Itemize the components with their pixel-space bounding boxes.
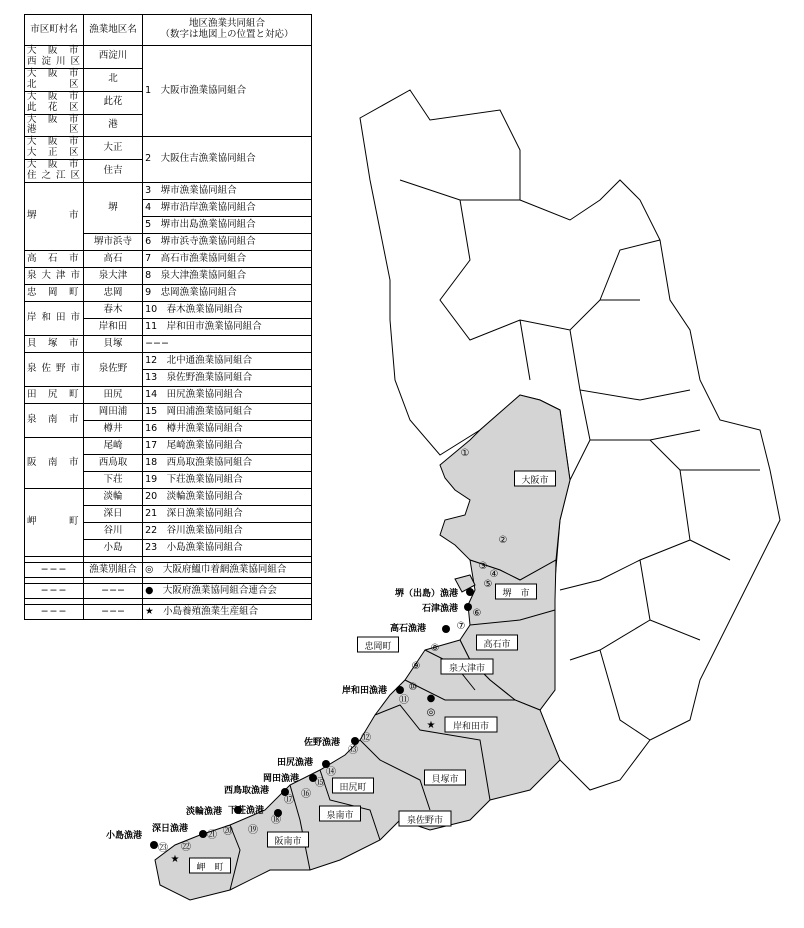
municipality-cell: 大 阪 市 此 花 区 (25, 91, 84, 114)
area-cell: 忠岡 (84, 285, 143, 302)
site-number: ⑧ (430, 643, 440, 654)
legend-assoc-cell: ★ 小島養殖漁業生産組合 (143, 605, 312, 620)
port-label: 石津漁港 (421, 604, 458, 614)
legend-area-cell: −−− (84, 584, 143, 599)
port-dot (466, 588, 474, 596)
city-label: 大阪市 (521, 476, 549, 486)
municipality-cell: 岸 和 田 市 (25, 302, 84, 336)
association-cell: 12 北中通漁業協同組合 (143, 353, 312, 370)
site-number: ⑨ (411, 661, 421, 672)
city-label: 高石市 (483, 640, 511, 650)
port-label: 下荘漁港 (227, 806, 264, 816)
port-label: 小島漁港 (105, 831, 142, 841)
star-symbol: ★ (426, 720, 436, 731)
association-cell: −−− (143, 336, 312, 353)
site-number: ⑦ (456, 621, 466, 632)
association-cell: 2 大阪住吉漁業協同組合 (143, 137, 312, 183)
city-label: 泉佐野市 (406, 816, 444, 826)
header-municipality: 市区町村名 (25, 15, 84, 46)
city-label: 貝塚市 (431, 775, 459, 785)
area-cell: 西淀川 (84, 46, 143, 69)
municipality-cell: 大 阪 市 大 正 区 (25, 137, 84, 160)
municipality-cell: 泉 南 市 (25, 404, 84, 438)
site-number: ㉑ (207, 830, 217, 841)
area-cell: 大正 (84, 137, 143, 160)
association-cell: 14 田尻漁業協同組合 (143, 387, 312, 404)
municipality-cell: 高 石 市 (25, 251, 84, 268)
port-label: 岡田漁港 (262, 774, 299, 784)
area-cell: 谷川 (84, 523, 143, 540)
port-label: 淡輪漁港 (185, 807, 222, 817)
legend-muni-cell: −−− (25, 584, 84, 599)
municipality-cell: 泉 大 津 市 (25, 268, 84, 285)
site-number: ⑯ (301, 789, 311, 800)
municipality-cell: 大 阪 市 西 淀 川 区 (25, 46, 84, 69)
site-number: ⑤ (483, 579, 493, 590)
site-number: ⑫ (361, 733, 371, 744)
site-number: ㉓ (158, 843, 168, 854)
area-cell: 住吉 (84, 160, 143, 183)
site-number: ⑰ (284, 795, 294, 806)
city-label: 堺 市 (502, 589, 530, 599)
association-cell: 15 岡田浦漁業協同組合 (143, 404, 312, 421)
site-number: ⑱ (271, 815, 281, 826)
port-label: 高石漁港 (389, 624, 426, 634)
header-association: 地区漁業共同組合 （数字は地図上の位置と対応） (143, 15, 312, 46)
port-label: 岸和田漁港 (341, 686, 387, 696)
port-dot (396, 686, 404, 694)
association-cell: 10 春木漁業協同組合 (143, 302, 312, 319)
port-dot (442, 625, 450, 633)
municipality-cell: 田 尻 町 (25, 387, 84, 404)
port-label: 深日漁港 (151, 824, 188, 834)
site-number: ㉒ (181, 842, 191, 853)
municipality-cell: 岬 町 (25, 489, 84, 557)
city-label: 泉南市 (326, 811, 354, 821)
site-number: ① (460, 448, 470, 459)
double-circle-symbol: ◎ (426, 707, 436, 718)
association-cell: 3 堺市漁業協同組合 (143, 183, 312, 200)
area-cell: 西鳥取 (84, 455, 143, 472)
area-cell: 春木 (84, 302, 143, 319)
association-cell: 16 樽井漁業協同組合 (143, 421, 312, 438)
area-cell: 下荘 (84, 472, 143, 489)
association-cell: 5 堺市出島漁業協同組合 (143, 217, 312, 234)
municipality-cell: 泉 佐 野 市 (25, 353, 84, 387)
area-cell: 田尻 (84, 387, 143, 404)
city-label: 田尻町 (339, 783, 367, 793)
area-cell: 泉大津 (84, 268, 143, 285)
municipality-cell: 堺 市 (25, 183, 84, 251)
port-label: 佐野漁港 (303, 738, 340, 748)
port-dot (464, 603, 472, 611)
port-label: 堺（出島）漁港 (394, 589, 458, 599)
association-cell: 20 淡輪漁業協同組合 (143, 489, 312, 506)
legend-area-cell: −−− (84, 605, 143, 620)
port-label: 西鳥取漁港 (223, 786, 269, 796)
association-cell: 23 小島漁業協同組合 (143, 540, 312, 557)
association-cell: 9 忠岡漁業協同組合 (143, 285, 312, 302)
municipality-cell: 大 阪 市 住 之 江 区 (25, 160, 84, 183)
legend-muni-cell: −−− (25, 605, 84, 620)
area-cell: 此花 (84, 91, 143, 114)
area-cell: 堺市浜寺 (84, 234, 143, 251)
association-cell: 4 堺市沿岸漁業協同組合 (143, 200, 312, 217)
association-cell: 19 下荘漁業協同組合 (143, 472, 312, 489)
area-cell: 港 (84, 114, 143, 137)
site-number: ⑩ (408, 682, 418, 693)
site-number: ⑮ (315, 778, 325, 789)
area-cell: 樽井 (84, 421, 143, 438)
site-number: ⑬ (348, 745, 358, 756)
legend-assoc-cell: ● 大阪府漁業協同組合連合会 (143, 584, 312, 599)
site-number: ⑳ (223, 826, 233, 837)
association-cell: 11 岸和田市漁業協同組合 (143, 319, 312, 336)
municipality-cell: 阪 南 市 (25, 438, 84, 489)
city-label: 岸和田市 (452, 722, 490, 732)
site-number: ⑪ (399, 695, 409, 706)
port-dot (150, 841, 158, 849)
federation-dot: ● (426, 693, 436, 704)
city-label: 忠岡町 (364, 642, 392, 652)
port-label: 田尻漁港 (276, 758, 313, 768)
municipality-cell: 貝 塚 市 (25, 336, 84, 353)
municipality-cell: 忠 岡 町 (25, 285, 84, 302)
area-cell: 岸和田 (84, 319, 143, 336)
association-cell: 18 西鳥取漁業協同組合 (143, 455, 312, 472)
site-number: ⑲ (248, 825, 258, 836)
city-label: 泉大津市 (448, 664, 486, 674)
association-cell: 22 谷川漁業協同組合 (143, 523, 312, 540)
association-cell: 7 高石市漁業協同組合 (143, 251, 312, 268)
association-cell: 17 尾崎漁業協同組合 (143, 438, 312, 455)
site-number: ② (498, 535, 508, 546)
site-number: ⑥ (472, 608, 482, 619)
port-dot (199, 830, 207, 838)
city-label: 岬 町 (196, 863, 224, 873)
city-label: 阪南市 (274, 837, 302, 847)
association-cell: 21 深日漁業協同組合 (143, 506, 312, 523)
area-cell: 泉佐野 (84, 353, 143, 387)
site-number: ④ (489, 569, 499, 580)
municipality-cell: 大 阪 市 港 区 (25, 114, 84, 137)
legend-muni-cell: −−− (25, 563, 84, 578)
association-cell: 8 泉大津漁業協同組合 (143, 268, 312, 285)
area-cell: 北 (84, 68, 143, 91)
association-cell: 6 堺市浜寺漁業協同組合 (143, 234, 312, 251)
star-symbol: ★ (170, 854, 180, 865)
area-cell: 小島 (84, 540, 143, 557)
port-dot (351, 737, 359, 745)
site-number: ③ (478, 561, 488, 572)
municipality-cell: 大 阪 市 北 区 (25, 68, 84, 91)
header-area: 漁業地区名 (84, 15, 143, 46)
association-cell: 1 大阪市漁業協同組合 (143, 46, 312, 137)
area-cell: 貝塚 (84, 336, 143, 353)
area-cell: 尾崎 (84, 438, 143, 455)
area-cell: 淡輪 (84, 489, 143, 506)
area-cell: 堺 (84, 183, 143, 234)
area-cell: 岡田浦 (84, 404, 143, 421)
association-cell: 13 泉佐野漁業協同組合 (143, 370, 312, 387)
area-cell: 深日 (84, 506, 143, 523)
area-cell: 高石 (84, 251, 143, 268)
site-number: ⑭ (326, 767, 336, 778)
legend-area-cell: 漁業別組合 (84, 563, 143, 578)
legend-assoc-cell: ◎ 大阪府鰮巾着網漁業協同組合 (143, 563, 312, 578)
